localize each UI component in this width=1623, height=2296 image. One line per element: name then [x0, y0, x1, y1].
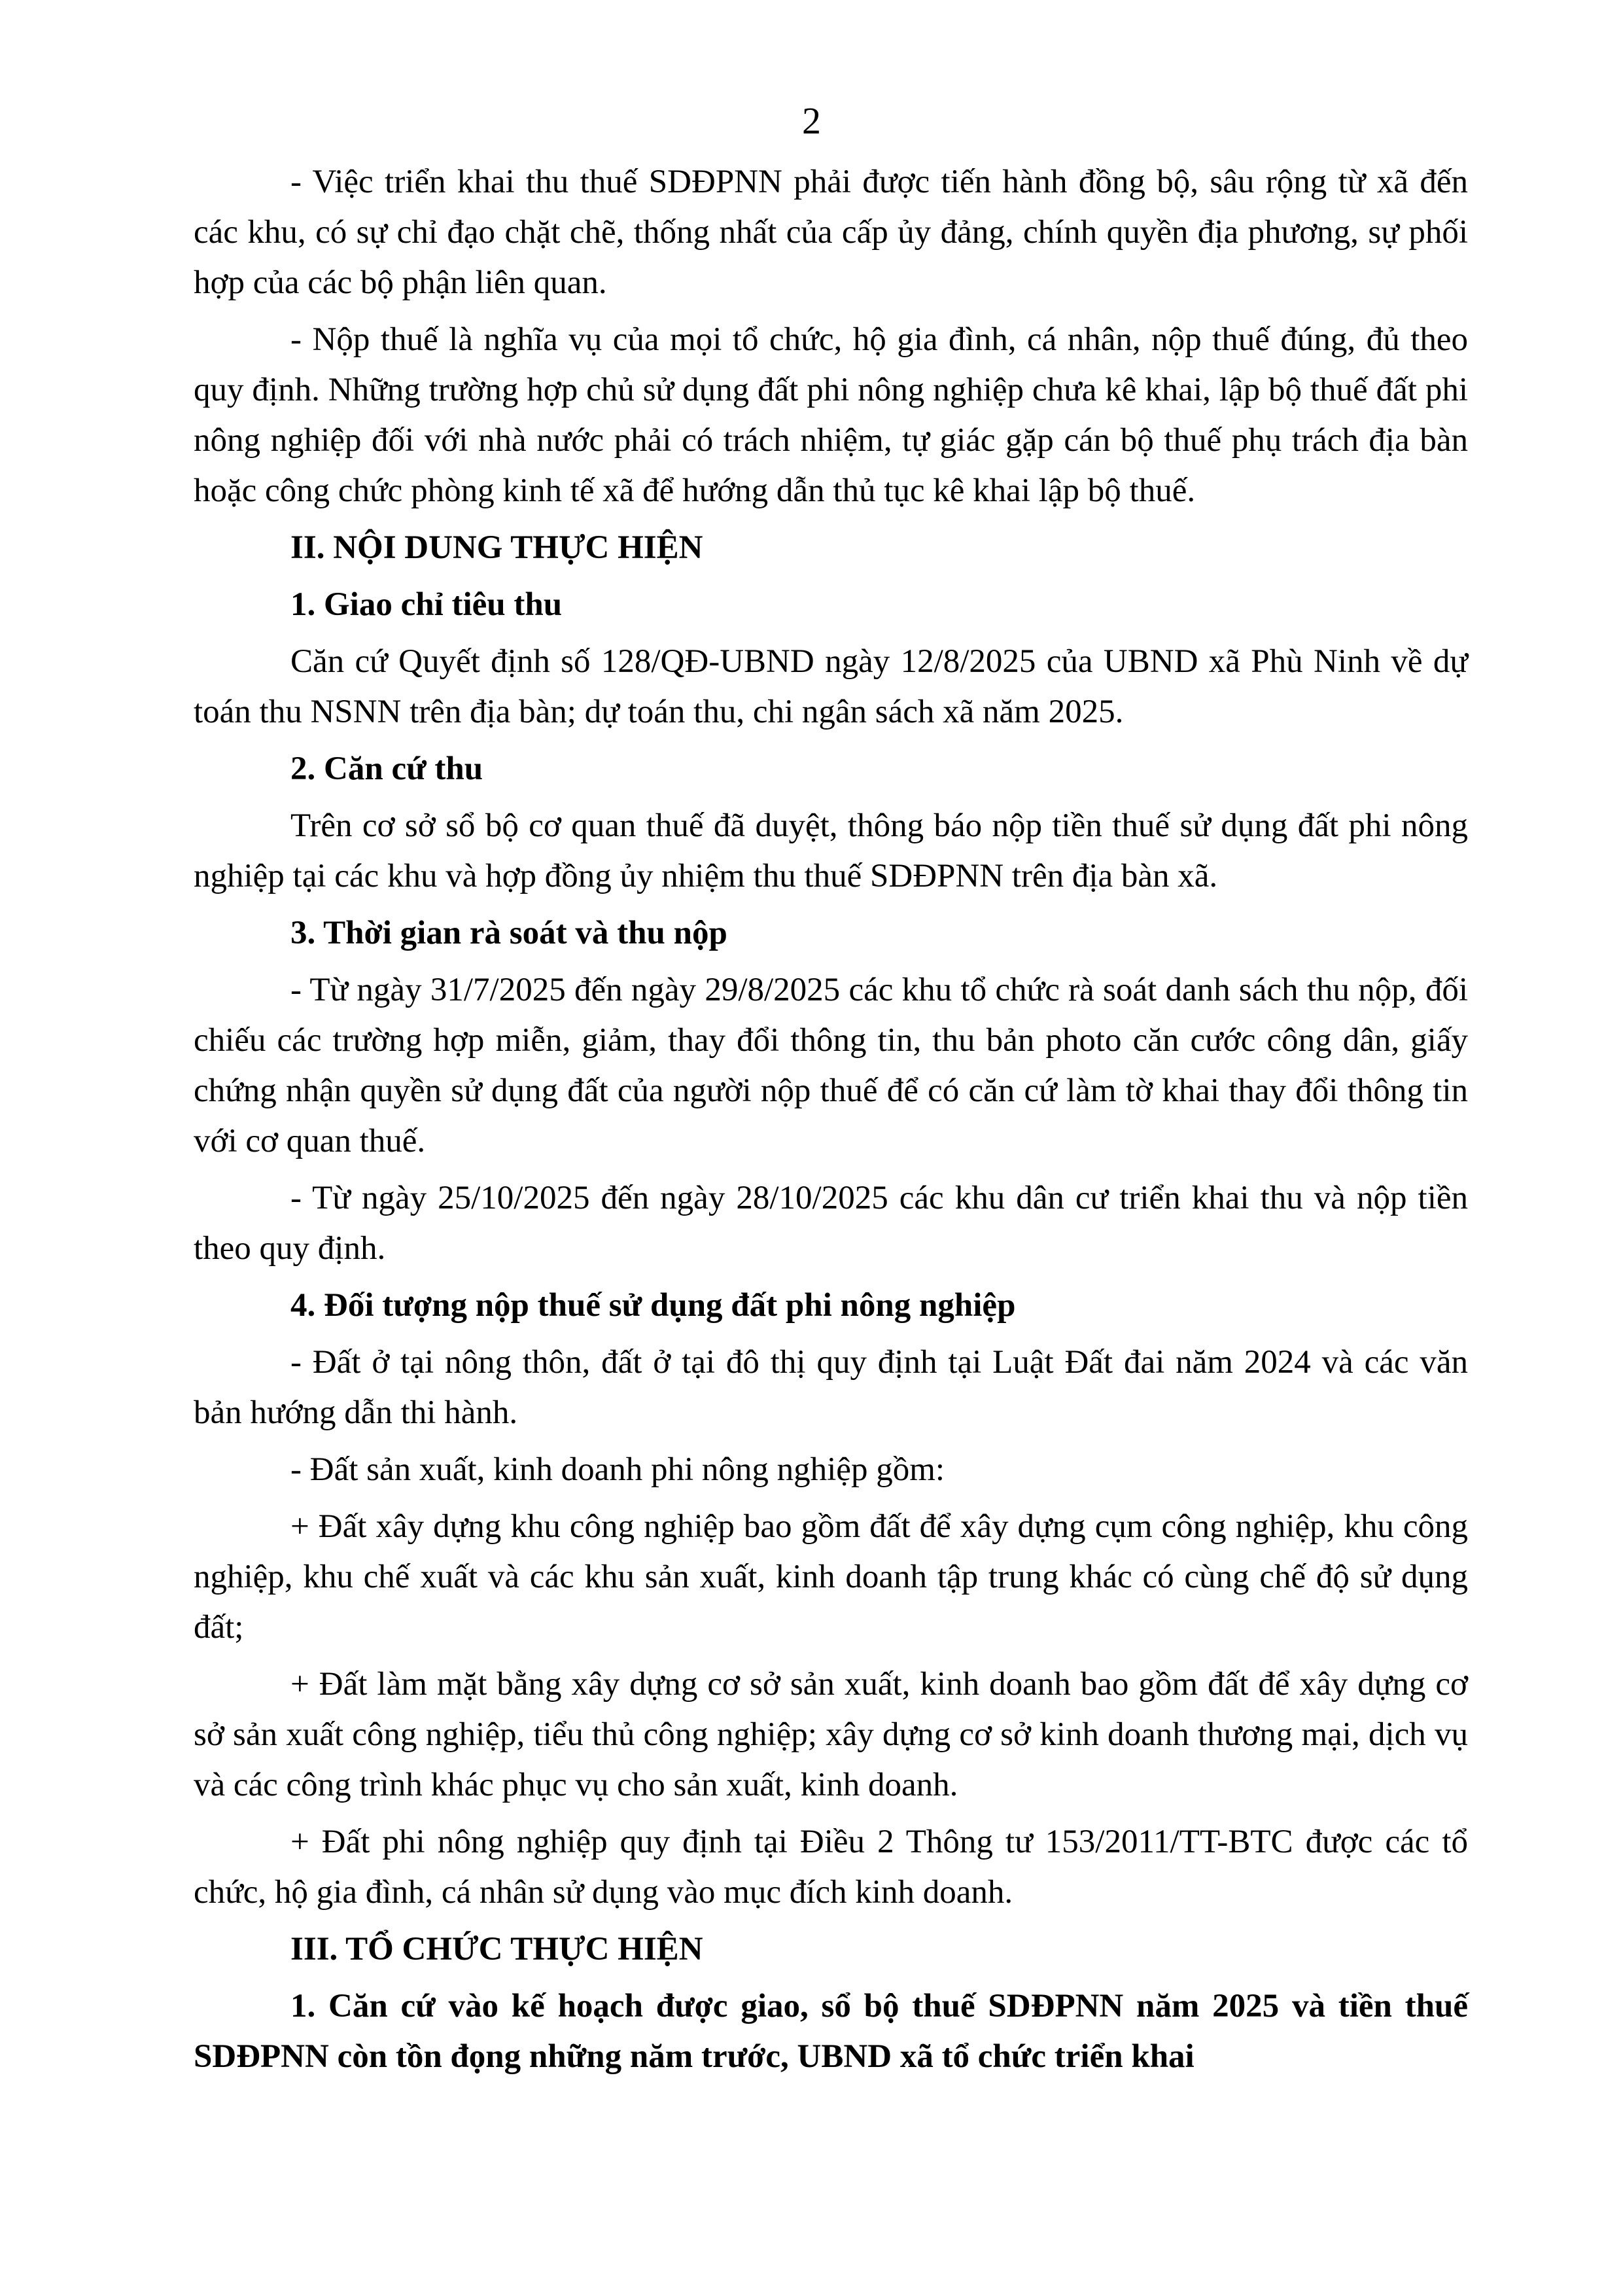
section-heading-ii: II. NỘI DUNG THỰC HIỆN — [290, 529, 703, 566]
paragraph-review-period: - Từ ngày 31/7/2025 đến ngày 29/8/2025 các khu tổ chức rà soát danh sách thu nộp, đối chiếu các trường hợp miễn, giảm, thay đổi thông tin, thu bản photo căn cước công dân, giấy chứng nhận quyền sử dụng đất của người nộp thuế để có căn cứ làm tờ khai thay đổi thông tin với cơ quan thuế. — [194, 972, 1468, 1159]
subheading-taxpayers: 4. Đối tượng nộp thuế sử dụng đất phi nông nghiệp — [290, 1287, 1016, 1324]
paragraph-tax-obligation: - Nộp thuế là nghĩa vụ của mọi tổ chức, hộ gia đình, cá nhân, nộp thuế đúng, đủ theo quy định. Những trường hợp chủ sử dụng đất phi nông nghiệp chưa kê khai, lập bộ thuế đất phi nông nghiệp đối với nhà nước phải có trách nhiệm, tự giác gặp cán bộ thuế phụ trách địa bàn hoặc công chức phòng kinh tế xã để hướng dẫn thủ tục kê khai lập bộ thuế. — [194, 321, 1468, 509]
paragraph-production-premises-land: + Đất làm mặt bằng xây dựng cơ sở sản xuất, kinh doanh bao gồm đất để xây dựng cơ sở sản xuất công nghiệp, tiểu thủ công nghiệp; xây dựng cơ sở kinh doanh thương mại, dịch vụ và các công trình khác phục vụ cho sản xuất, kinh doanh. — [194, 1666, 1468, 1803]
paragraph-residential-land: - Đất ở tại nông thôn, đất ở tại đô thị quy định tại Luật Đất đai năm 2024 và các văn bản hướng dẫn thi hành. — [194, 1344, 1468, 1431]
paragraph-tax-register: Trên cơ sở sổ bộ cơ quan thuế đã duyệt, thông báo nộp tiền thuế sử dụng đất phi nông nghiệp tại các khu và hợp đồng ủy nhiệm thu thuế SDĐPNN trên địa bàn xã. — [194, 807, 1468, 894]
paragraph-circular-153-land: + Đất phi nông nghiệp quy định tại Điều 2 Thông tư 153/2011/TT-BTC được các tổ chức, hộ gia đình, cá nhân sử dụng vào mục đích kinh doanh. — [194, 1824, 1468, 1911]
paragraph-business-land: - Đất sản xuất, kinh doanh phi nông nghiệp gồm: — [290, 1451, 945, 1488]
subheading-collection-basis: 2. Căn cứ thu — [290, 751, 483, 787]
page-number: 2 — [802, 99, 821, 142]
paragraph-collection-period: - Từ ngày 25/10/2025 đến ngày 28/10/2025 các khu dân cư triển khai thu và nộp tiền theo quy định. — [194, 1180, 1468, 1267]
paragraph-industrial-zone-land: + Đất xây dựng khu công nghiệp bao gồm đất để xây dựng cụm công nghiệp, khu công nghiệp, khu chế xuất và các khu sản xuất, kinh doanh tập trung khác có cùng chế độ sử dụng đất; — [194, 1508, 1468, 1646]
subheading-assign-targets: 1. Giao chỉ tiêu thu — [290, 586, 563, 623]
paragraph-decision-basis: Căn cứ Quyết định số 128/QĐ-UBND ngày 12/8/2025 của UBND xã Phù Ninh về dự toán thu NSNN trên địa bàn; dự toán thu, chi ngân sách xã năm 2025. — [194, 643, 1468, 730]
subheading-review-timeline: 3. Thời gian rà soát và thu nộp — [290, 915, 727, 951]
section-heading-iii: III. TỔ CHỨC THỰC HIỆN — [290, 1931, 703, 1968]
paragraph-implementation-sync: - Việc triển khai thu thuế SDĐPNN phải được tiến hành đồng bộ, sâu rộng từ xã đến các khu, có sự chỉ đạo chặt chẽ, thống nhất của cấp ủy đảng, chính quyền địa phương, sự phối hợp của các bộ phận liên quan. — [194, 164, 1468, 301]
paragraph-implementation-plan: 1. Căn cứ vào kế hoạch được giao, sổ bộ thuế SDĐPNN năm 2025 và tiền thuế SDĐPNN còn tồn đọng những năm trước, UBND xã tổ chức triển khai — [194, 1988, 1468, 2075]
document-body — [194, 157, 1468, 2089]
